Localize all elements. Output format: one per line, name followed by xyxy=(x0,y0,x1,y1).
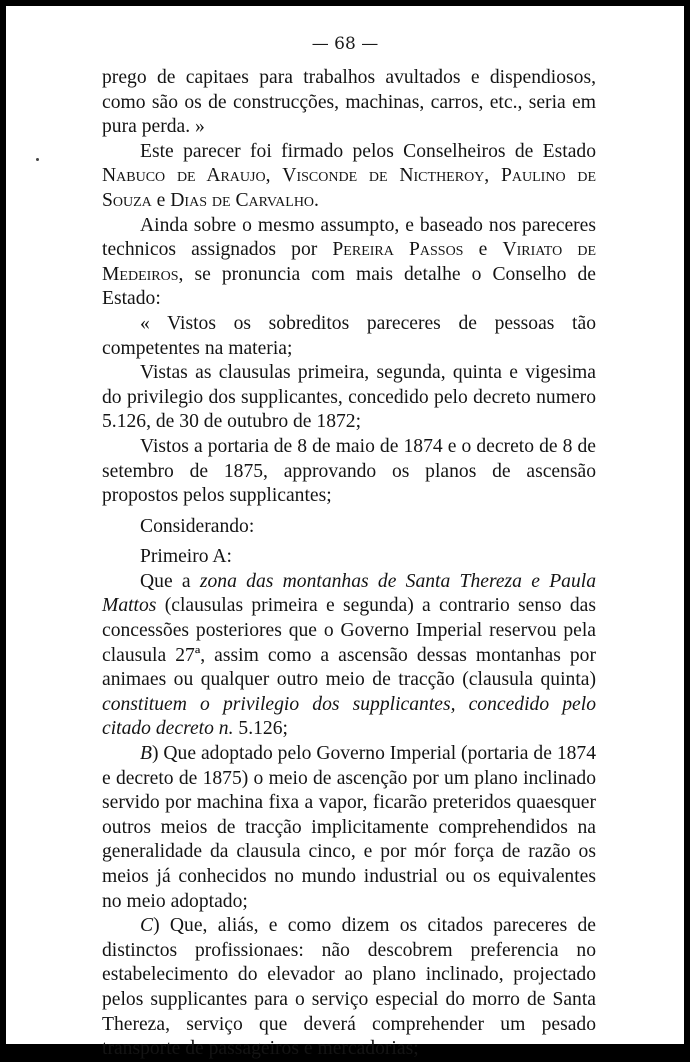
p2-end: . xyxy=(314,189,319,211)
p11-text: ) Que, aliás, e como dizem os citados pareceres de distinctos profissionaes: não descobrem preferencia no estabelecimento do elevador ao plano inclinado, projectado pelos supplicantes para o serviço especial do morro de Santa Thereza, serviço que deverá comprehender um pesado transporte de passageiros e mercadorias; xyxy=(102,915,596,1060)
paragraph-3 xyxy=(102,214,596,312)
p10-text: ) Que adoptado pelo Governo Imperial (portaria de 1874 e decreto de 1875) o meio de ascenção por um plano inclinado servido por machina fixa a vapor, ficarão preteridos quaesquer outros meios de tracção implicitamente comprehendidos na generalidade da clausula cinco, e por mór força de razão os meios já conhecidos no mundo industrial ou os equivalentes no meio adoptado; xyxy=(102,743,596,912)
paragraph-7: Considerando: xyxy=(140,515,255,537)
paragraph-9 xyxy=(102,570,596,742)
paragraph-5: Vistas as clausulas primeira, segunda, quinta e vigesima do privilegio dos supplicantes, concedido pelo decreto numero 5.126, de 30 de outubro de 1872; xyxy=(102,362,596,433)
p11-marker: C xyxy=(140,915,154,937)
paragraph-1: prego de capitaes para trabalhos avultados e dispendiosos, como são os de construcções, machinas, carros, etc., seria em pura perda. » xyxy=(102,67,596,138)
name-dias: Dias de Carvalho xyxy=(170,189,315,211)
paragraph-6: Vistos a portaria de 8 de maio de 1874 e o decreto de 8 de setembro de 1875, approvando os planos de ascensão propostos pelos supplicantes; xyxy=(102,435,596,507)
p10-marker: B xyxy=(140,743,152,765)
paragraph-11 xyxy=(102,914,596,1062)
p9-italic-privilege: constituem o privilegio dos supplicantes, concedido pelo citado decreto n. xyxy=(102,693,596,740)
p3-lead: Ainda sobre o mesmo assumpto, e baseado nos pareceres technicos assignados por xyxy=(102,214,596,261)
paragraph-10 xyxy=(102,742,596,914)
print-speck xyxy=(36,158,39,161)
p2-lead: Este parecer foi firmado pelos Conselheiros de Estado xyxy=(140,140,596,162)
paragraph-2 xyxy=(102,140,596,214)
p9-end: 5.126; xyxy=(233,718,288,740)
paragraph-8: Primeiro A: xyxy=(140,546,232,568)
paragraph-4: « Vistos os sobreditos pareceres de pessoas tão competentes na materia; xyxy=(102,312,596,359)
name-nabuco: Nabuco de Araujo xyxy=(102,165,266,187)
name-paulino: Paulino de Souza xyxy=(102,165,597,211)
book-page xyxy=(6,6,684,1060)
p9-lead: Que a xyxy=(140,570,200,592)
p9-mid: (clausulas primeira e segunda) a contrario senso das concessões posteriores que o Governo Imperial reservou pela clausula 27ª, assim como a ascensão dessas montanhas por animaes ou qualquer outro meio de tracção (clausula quinta) xyxy=(102,595,596,691)
body-text xyxy=(102,66,596,1062)
name-pereira-passos: Pereira Passos xyxy=(332,239,464,261)
p3-sep1: e xyxy=(463,239,503,261)
name-viriato: Viriato de Medeiros xyxy=(102,239,597,285)
name-nictheroy: Visconde de Nictheroy xyxy=(282,165,485,187)
p2-sep3: e xyxy=(151,189,171,211)
p2-sep2: , xyxy=(484,165,501,187)
p9-italic-zone: zona das montanhas de Santa Thereza e Paula Mattos xyxy=(102,570,596,617)
p2-sep1: , xyxy=(265,165,283,187)
page-number: — 68 — xyxy=(311,34,379,54)
p3-end: , se pronuncia com mais detalhe o Conselho de Estado: xyxy=(102,263,596,310)
